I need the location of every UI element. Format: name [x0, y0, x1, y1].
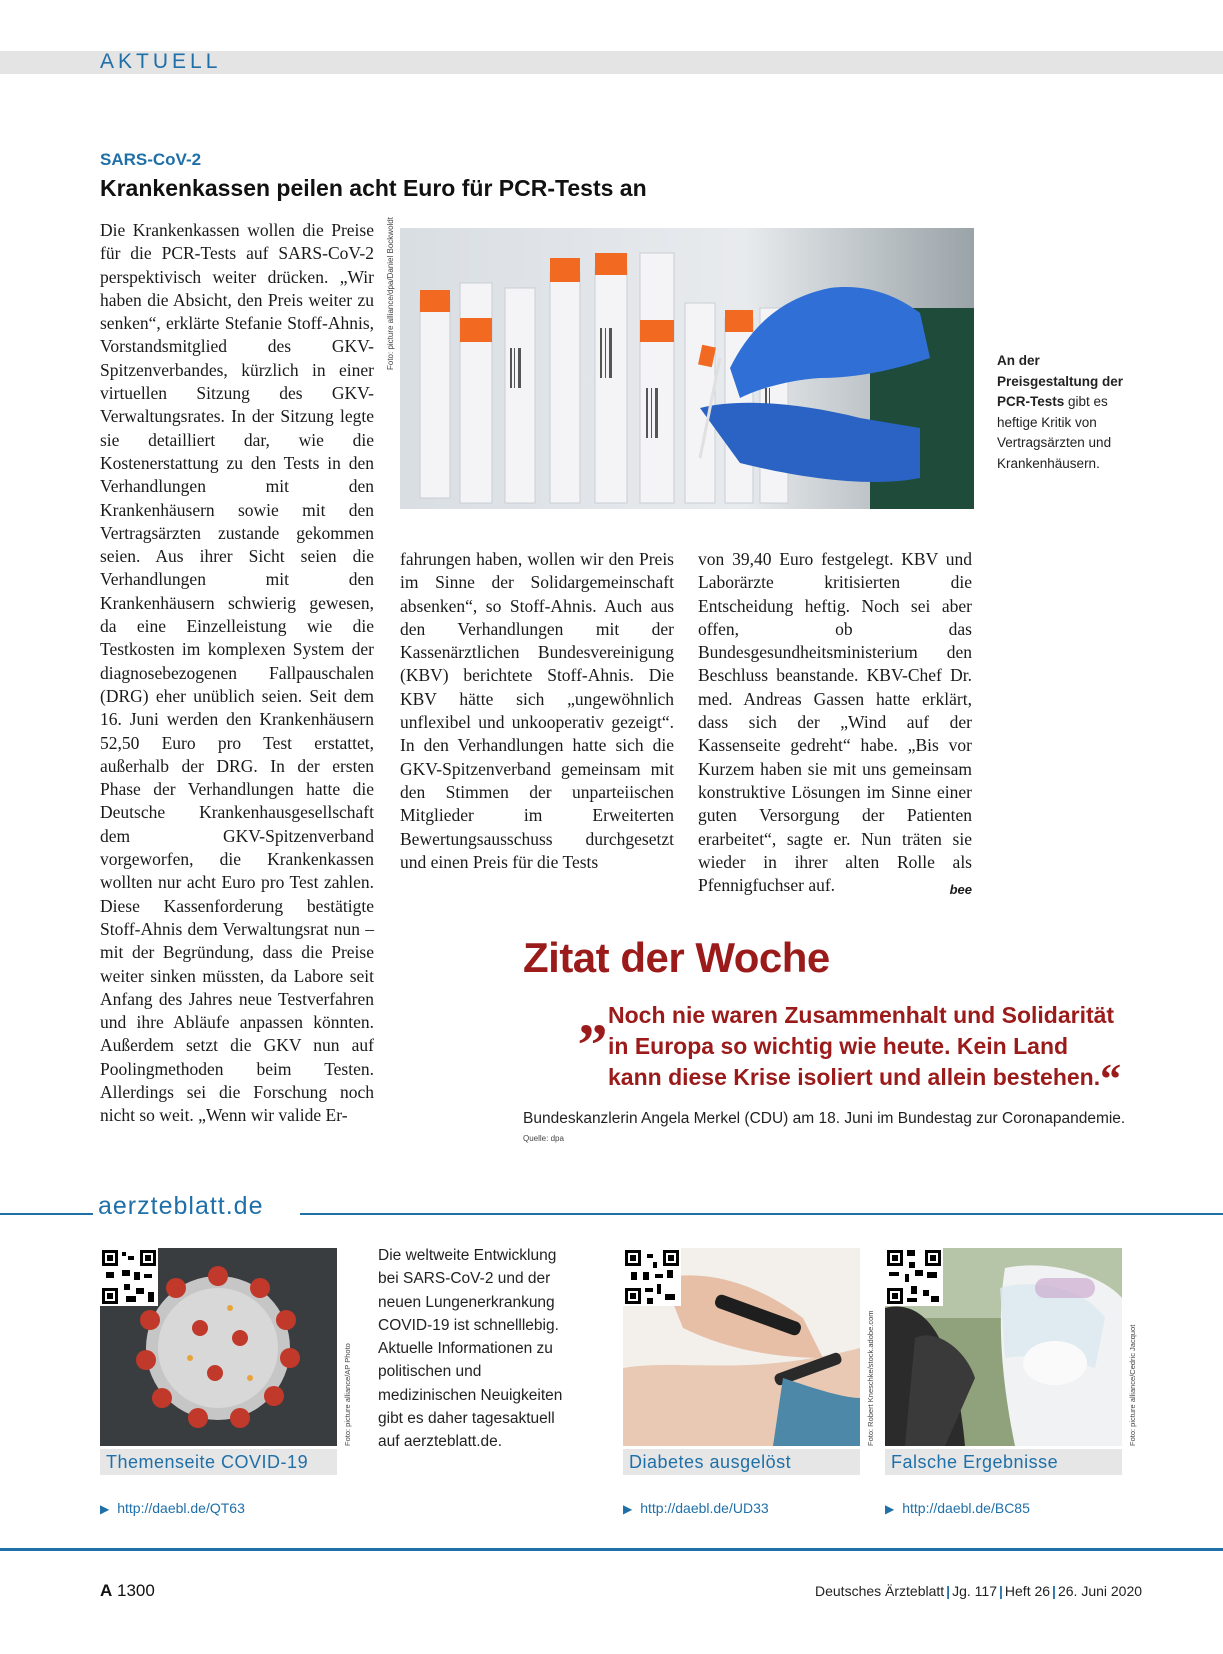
card-label-diabetes[interactable]: Diabetes ausgelöst: [623, 1449, 860, 1475]
coronavirus-image[interactable]: [100, 1248, 337, 1446]
divider-line: [0, 1213, 93, 1215]
card-link-url[interactable]: http://daebl.de/UD33: [640, 1500, 769, 1516]
journal-name: Deutsches Ärzteblatt: [815, 1583, 945, 1599]
quote-text: [608, 1000, 1128, 1103]
quote-section-title: Zitat der Woche: [523, 934, 830, 981]
web-intro-text: Die weltweite Entwicklung bei SARS-CoV-2 und der neuen Lungenerkrankung COVID-19 ist schnelllebig. Aktuelle Informationen zu politischen und medizinischen Neuigkeiten gibt es daher tagesaktuell auf aerzteblatt.de.: [378, 1247, 563, 1451]
article-column-3-text: von 39,40 Euro festgelegt. KBV und Laborärzte kritisierten die Entscheidung heftig. Noch sei aber offen, ob das Bundesgesundheitsministerium den Beschluss beanstande. KBV-Chef Dr. med. Andreas Gassen hatte erklärt, dass sich der „Wind auf der Kassenseite gedreht“ habe. „Bis vor Kurzem haben sie mit uns gemeinsam konstruktive Lösungen im Sinne einer guten Versorgung der Patienten erarbeitet“, sagte er. Nun träten sie wieder in ihrer alten Rolle als Pfennigfuchser auf.: [698, 549, 972, 896]
article-column-1: Die Krankenkassen wollen die Preise für die PCR-Tests auf SARS-CoV-2 perspektivisch weiter drücken. „Wir haben die Absicht, den Preis weiter zu senken“, erklärte Stefanie Stoff-Ahnis, Vorstandsmitglied des GKV-Spitzenverbandes, kürzlich in einer virtuellen Sitzung des GKV-Verwaltungsrates. In der Sitzung legte sie detailliert dar, wie die Kostenerstattung zu den Tests in den Verhandlungen mit den Krankenhäusern sowie mit den Vertragsärzten zustande gekommen seien. Aus ihrer Sicht seien die Verhandlungen mit den Krankenhäusern schwierig gewesen, da eine Einzelleistung wie die Testkosten im komplexen System der diagnosebezogenen Fallpauschalen (DRG) eher unüblich seien. Seit dem 16. Juni werden den Krankenhäusern 52,50 Euro pro Test erstattet, außerhalb der DRG. In der ersten Phase der Verhandlungen hatte die Deutsche Krankenhausgesellschaft dem GKV-Spitzenverband vorgeworfen, die Krankenkassen wollten nur acht Euro pro Test zahlen. Diese Kassenforderung bestätigte Stoff-Ahnis dem Verwaltungsrat nun – mit der Begründung, dass die Preise weiter sinken müssten, da Labore seit Anfang des Jahres neue Testverfahren und ihre Abläufe anpassen könnten. Außerdem setzt die GKV nun auf Poolingmethoden beim Testen. Allerdings sei die Forschung noch nicht so weit. „Wenn wir valide Er-: [100, 220, 374, 1126]
card-link-url[interactable]: http://daebl.de/BC85: [902, 1500, 1030, 1516]
qr-code[interactable]: [100, 1248, 158, 1306]
article-headline: Krankenkassen peilen acht Euro für PCR-Tests an: [100, 175, 647, 201]
card-link-diabetes[interactable]: [623, 1500, 769, 1516]
page-prefix: A: [100, 1581, 113, 1600]
quote-open-mark: „: [578, 981, 608, 1047]
article-column-2: fahrungen haben, wollen wir den Preis im Sinne der Solidargemeinschaft absenken“, so Stoff-Ahnis. Auch aus den Verhandlungen mit der Kassenärztlichen Bundesvereinigung (KBV) berichtete Stoff-Ahnis. Die KBV hätte sich „ungewöhnlich unflexibel und unkooperativ gezeigt“. In den Verhandlungen hatte sich die GKV-Spitzenverband gemeinsam mit den Stimmen der unparteiischen Mitglieder im Erweiterten Bewertungsausschuss durchgesetzt und einen Preis für die Tests: [400, 549, 674, 872]
arrow-right-icon: ▶: [885, 1502, 895, 1516]
caption-text: gibt es heftige Kritik von Vertragsärzten und Krankenhäusern.: [997, 394, 1112, 471]
divider-line: [300, 1213, 1223, 1215]
card-label-falsche-ergebnisse[interactable]: Falsche Ergebnisse: [885, 1449, 1122, 1475]
card-link-covid[interactable]: [100, 1500, 245, 1516]
caption-bold: An der Preisgestaltung der PCR-Tests: [997, 353, 1124, 409]
card-label-covid[interactable]: Themenseite COVID-19: [100, 1449, 337, 1475]
quote-attribution: Bundeskanzlerin Angela Merkel (CDU) am 18. Juni im Bundestag zur Coronapandemie.: [523, 1110, 1126, 1127]
qr-code[interactable]: [885, 1248, 943, 1306]
quote-close-mark: “: [1100, 1057, 1122, 1103]
author-signature: bee: [949, 882, 972, 898]
photo-caption: [997, 351, 1127, 474]
arrow-right-icon: ▶: [623, 1502, 633, 1516]
quote-source: Quelle: dpa: [523, 1134, 564, 1143]
blood-sugar-test-image[interactable]: [623, 1248, 860, 1446]
journal-date: 26. Juni 2020: [1057, 1583, 1143, 1599]
web-section-title: aerzteblatt.de: [98, 1192, 264, 1220]
quote-body: Noch nie waren Zusammenhalt und Solidarität in Europa so wichtig wie heute. Kein Land kann diese Krise isoliert und allein bestehen.: [608, 1002, 1115, 1090]
journal-issue: Heft 26: [1004, 1583, 1051, 1599]
card-link-url[interactable]: http://daebl.de/QT63: [117, 1500, 245, 1516]
journal-volume: Jg. 117: [952, 1583, 997, 1599]
page-number-value: 1300: [117, 1581, 155, 1600]
photo-credit: Foto: picture alliance/dpa/Daniel Bockwoldt: [386, 217, 395, 370]
card-link-falsche-ergebnisse[interactable]: [885, 1500, 1030, 1516]
journal-info: Deutsches Ärzteblatt | Jg. 117 | Heft 26 | 26. Juni 2020: [815, 1583, 1143, 1599]
image-credit: Foto: picture alliance/AP Photo: [343, 1343, 352, 1446]
article-column-3: [698, 548, 972, 901]
footer-divider: [0, 1548, 1223, 1551]
page-number: [100, 1581, 155, 1601]
image-credit: Foto: picture alliance/Cedric Jacquot: [1128, 1324, 1137, 1446]
qr-code[interactable]: [623, 1248, 681, 1306]
section-label: AKTUELL: [100, 50, 222, 73]
article-kicker: SARS-CoV-2: [100, 150, 202, 169]
covid-testing-image[interactable]: [885, 1248, 1122, 1446]
image-credit: Foto: Robert Kneschke/stock.adobe.com: [866, 1310, 875, 1446]
arrow-right-icon: ▶: [100, 1502, 110, 1516]
pcr-test-photo: [400, 228, 974, 509]
